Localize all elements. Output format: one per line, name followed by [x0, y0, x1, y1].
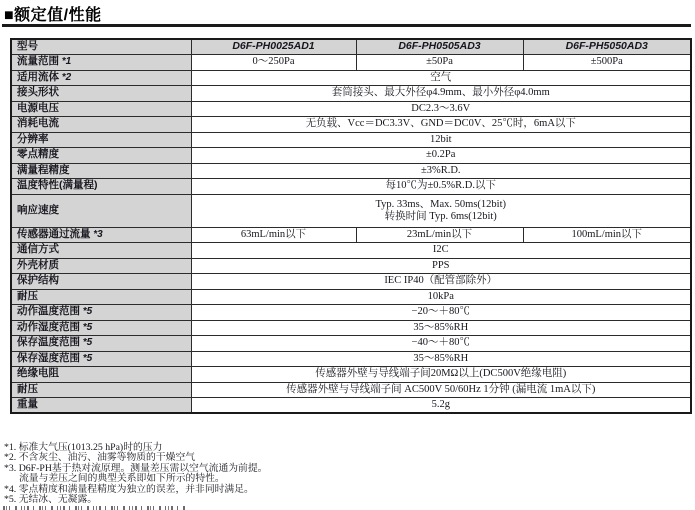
spec-row [11, 305, 691, 321]
spec-row [11, 117, 691, 133]
model-header-cell: D6F-PH0505AD3 [356, 39, 523, 55]
spec-value-cell: 无负载、Vcc＝DC3.3V、GND＝DC0V、25℃时，6mA以下 [191, 117, 691, 133]
spec-row [11, 382, 691, 398]
spec-value-cell: 35～85%RH [191, 351, 691, 367]
spec-value-cell: 5.2g [191, 398, 691, 414]
spec-row [11, 55, 691, 71]
row-label: 外壳材质 [11, 258, 191, 274]
row-label: 流量范围 *1 [11, 55, 191, 71]
spec-value-cell: 传感器外壁与导线端子间20MΩ以上(DC500V绝缘电阻) [191, 367, 691, 383]
value-line: Typ. 33ms、Max. 50ms(12bit) [375, 198, 506, 210]
spec-row [11, 227, 691, 243]
spec-row [11, 243, 691, 259]
spec-value-cell: ±50Pa [356, 55, 523, 71]
spec-table [10, 38, 692, 414]
spec-row [11, 132, 691, 148]
spec-row [11, 194, 691, 227]
spec-value-cell: 空气 [191, 70, 691, 86]
footnote-mark: *5 [80, 321, 93, 333]
spec-value-cell: −40～＋80℃ [191, 336, 691, 352]
row-label: 动作湿度范围 *5 [11, 320, 191, 336]
footnotes [4, 443, 684, 505]
spec-value-cell: ±0.2Pa [191, 148, 691, 164]
spec-value-cell: 63mL/min以下 [191, 227, 356, 243]
spec-value-cell: 12bit [191, 132, 691, 148]
title-underline [2, 24, 691, 27]
spec-row [11, 274, 691, 290]
spec-value-cell: 23mL/min以下 [356, 227, 523, 243]
spec-value-cell [191, 194, 691, 227]
row-label: 适用流体 *2 [11, 70, 191, 86]
row-label: 电源电压 [11, 101, 191, 117]
footnote-line: *5. 无结冰、无凝露。 [4, 494, 98, 506]
spec-value-cell: 套筒接头、最大外径φ4.9mm、最小外径φ4.0mm [191, 86, 691, 102]
spec-row [11, 258, 691, 274]
row-label: 保存温度范围 *5 [11, 336, 191, 352]
spec-row [11, 336, 691, 352]
spec-value-cell: 0～250Pa [191, 55, 356, 71]
spec-row [11, 179, 691, 195]
spec-row [11, 70, 691, 86]
row-label: 零点精度 [11, 148, 191, 164]
page-title: ■额定值/性能 [4, 7, 102, 24]
spec-value-cell: 每10℃为±0.5%R.D.以下 [191, 179, 691, 195]
spec-row [11, 148, 691, 164]
spec-value-cell: 10kPa [191, 289, 691, 305]
column-header-label: 型号 [11, 39, 191, 55]
footnote-mark: *5 [80, 337, 93, 349]
footnote-line: *1. 标准大气压(1013.25 hPa)时的压力 [4, 442, 163, 453]
model-header-cell: D6F-PH0025AD1 [191, 39, 356, 55]
spec-row [11, 320, 691, 336]
row-label: 温度特性(满量程) [11, 179, 191, 195]
row-label: 保护结构 [11, 274, 191, 290]
spec-row [11, 101, 691, 117]
footnote-mark: *5 [80, 352, 93, 364]
footnote-mark: *3 [90, 228, 103, 240]
clipped-text-row [3, 506, 185, 510]
footnote-mark: *2 [59, 71, 72, 83]
row-label: 耐压 [11, 382, 191, 398]
row-label: 耐压 [11, 289, 191, 305]
footnote-line: *2. 不含灰尘、油污、油雾等物质的干燥空气 [4, 452, 196, 464]
spec-value-cell: 传感器外壁与导线端子间 AC500V 50/60Hz 1分钟 (漏电流 1mA以下) [191, 382, 691, 398]
row-label: 分辨率 [11, 132, 191, 148]
spec-value-cell: ±3%R.D. [191, 163, 691, 179]
spec-row [11, 289, 691, 305]
footnote-mark: *1 [59, 56, 72, 68]
row-label: 重量 [11, 398, 191, 414]
spec-row [11, 351, 691, 367]
footnote-line: 流量与差压之间的典型关系即如下所示的特性。 [19, 473, 225, 485]
spec-row [11, 163, 691, 179]
spec-table-body [11, 39, 691, 413]
spec-value-cell: PPS [191, 258, 691, 274]
spec-value-cell: DC2.3～3.6V [191, 101, 691, 117]
spec-row [11, 367, 691, 383]
row-label: 接头形状 [11, 86, 191, 102]
model-header-row [11, 39, 691, 55]
spec-row [11, 86, 691, 102]
row-label: 消耗电流 [11, 117, 191, 133]
footnote-mark: *5 [80, 306, 93, 318]
spec-value-cell: I2C [191, 243, 691, 259]
spec-value-cell: ±500Pa [523, 55, 691, 71]
spec-row [11, 398, 691, 414]
spec-value-cell: 35～85%RH [191, 320, 691, 336]
footnote-line: *4. 零点精度和满量程精度为独立的误差，并非同时满足。 [4, 483, 254, 495]
value-line: 转换时间 Typ. 6ms(12bit) [384, 210, 497, 222]
footnote-line: *3. D6F-PH基于热对流原理。测量差压需以空气流通为前提。 [4, 462, 268, 474]
row-label: 保存湿度范围 *5 [11, 351, 191, 367]
row-label: 传感器通过流量 *3 [11, 227, 191, 243]
row-label: 满量程精度 [11, 163, 191, 179]
row-label: 通信方式 [11, 243, 191, 259]
row-label: 动作温度范围 *5 [11, 305, 191, 321]
spec-value-cell: −20～＋80℃ [191, 305, 691, 321]
model-header-cell: D6F-PH5050AD3 [523, 39, 691, 55]
row-label: 绝缘电阻 [11, 367, 191, 383]
spec-value-cell: 100mL/min以下 [523, 227, 691, 243]
row-label: 响应速度 [11, 194, 191, 227]
spec-value-cell: IEC IP40（配管部除外） [191, 274, 691, 290]
